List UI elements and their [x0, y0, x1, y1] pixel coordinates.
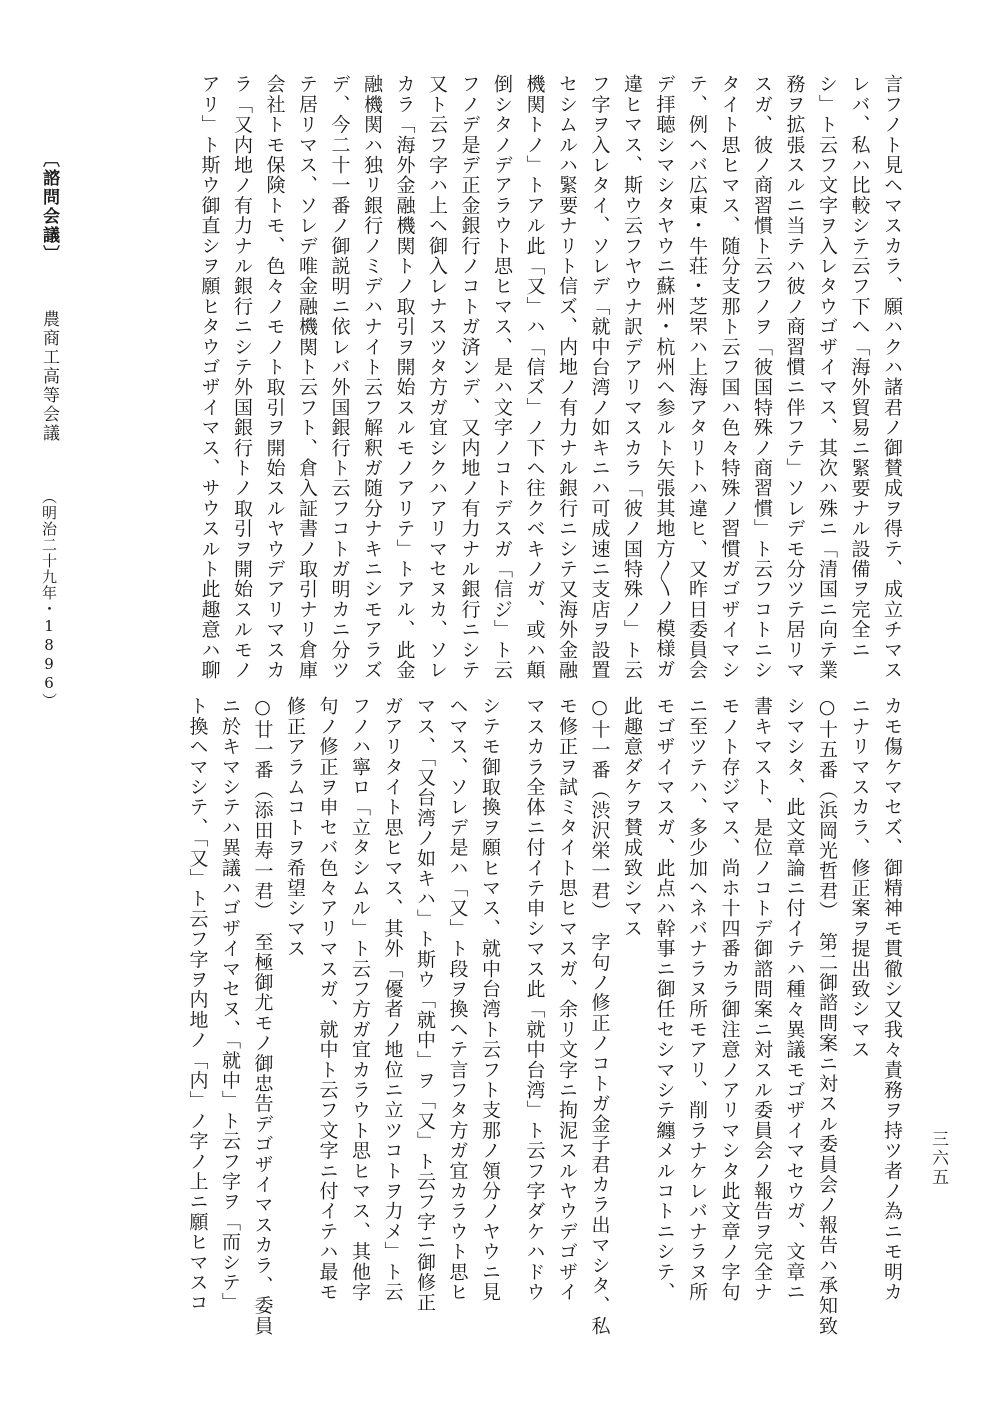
- text-column: マス、「又台湾ノ如キハ」ト斯ウ「就中」ヲ「又」ト云フ字ニ御修正: [414, 696, 436, 1313]
- text-column: デ拝聴シマシタヤウニ蘇州・杭州ヘ参ルト矢張其地方〳〵ノ模様ガ: [653, 74, 676, 679]
- text-column: 此趣意ダケヲ賛成致シマス: [621, 696, 643, 939]
- text-column: ガアリタイト思ヒマス、其外「優者ノ地位ニ立ツコトヲ力メ」ト云: [381, 696, 404, 1302]
- text-column: ラ「又内地ノ有力ナル銀行ニシテ外国銀行トノ取引ヲ開始スルモノ: [231, 74, 253, 680]
- text-column: デ、今二十一番ノ御説明ニ依レバ外国銀行ト云フコトガ明カニ分ツ: [328, 74, 351, 680]
- text-column: モノト存ジマス、尚ホ十四番カラ御注意ノアリマシタ此文章ノ字句: [718, 696, 741, 1302]
- bottom-text-block-right: [518, 696, 908, 1336]
- text-column: フ字ヲ入レタイ、ソレデ「就中台湾ノ如キニハ可成速ニ支店ヲ設置: [588, 74, 611, 680]
- text-column: 言フノト見ヘマスカラ、願ハクハ諸君ノ御賛成ヲ得テ、成立チマス: [881, 74, 903, 680]
- text-column: ヘマス、ソレデ是ハ「又」ト段ヲ換ヘテ言フタ方ガ宜カラウト思ヒ: [446, 696, 469, 1302]
- speaker-paragraph: ○十一番（渋沢栄一君） 字句ノ修正ノコトガ金子君カラ出マシタ、私: [588, 696, 611, 1336]
- text-column: 句ノ修正ヲ申セバ色々アリマスガ、就中ト云フ文字ニ付イテハ最モ: [316, 696, 339, 1302]
- text-column: ニ於キマシテハ異議ハゴザイマセヌ、「就中」ト云フ字ヲ「而シテ」: [219, 696, 241, 1313]
- text-column: シテモ御取換ヲ願ヒマス、就中台湾ト云フト支那ノ領分ノヤウニ見: [479, 696, 501, 1302]
- text-column: カモ傷ケマセズ、御精神モ貫徹シ又我々責務ヲ持ツ者ノ為ニモ明カ: [881, 696, 903, 1302]
- text-column: 書キマスト、是位ノコトデ御諮問案ニ対スル委員会ノ報告ヲ完全ナ: [751, 696, 773, 1302]
- text-column: テ居リマス、ソレデ唯金融機関ト云フト、倉入証書ノ取引ナリ倉庫: [296, 74, 318, 680]
- running-header: [38, 150, 60, 709]
- text-column: タイト思ヒマス、随分支那ト云フ国ハ色々特殊ノ習慣ガゴザイマシ: [718, 74, 741, 680]
- text-column: スガ、彼ノ商習慣ト云フノヲ「彼国特殊ノ商習慣」ト云フコトニシ: [751, 74, 773, 680]
- text-column: フノハ寧ロ「立タシムル」ト云フ方ガ宜カラウト思ヒマス、其他字: [349, 696, 371, 1302]
- text-column: 機関トノ」トアル此「又」ハ「信ズ」ノ下ヘ往クベキノガ、或ハ顛: [523, 74, 546, 680]
- text-column: カラ「海外金融機関トノ取引ヲ開始スルモノアリテ」トアル、此金: [393, 74, 416, 680]
- bottom-text-block-left: [181, 696, 506, 1336]
- text-column: テ、例ヘバ広東・牛荘・芝罘ハ上海アタリトハ違ヒ、又昨日委員会: [686, 74, 708, 680]
- text-column: シ」ト云フ文字ヲ入レタウゴザイマス、其次ハ殊ニ「清国ニ向テ業: [816, 74, 838, 680]
- text-column: アリ」ト斯ウ御直シヲ願ヒタウゴザイマス、サウスルト此趣意ハ聊: [198, 74, 221, 680]
- speaker-paragraph: ○十五番（浜岡光哲君） 第二御諮問案ニ対スル委員会ノ報告ハ承知致: [816, 696, 838, 1336]
- text-column: モ修正ヲ試ミタイト思ヒマスガ、余リ文字ニ拘泥スルヤウデゴザイ: [556, 696, 578, 1302]
- text-column: フノデ是デ正金銀行ノコトガ済ンデ、又内地ノ有力ナル銀行ニシテ: [458, 74, 481, 680]
- text-column: 違ヒマス、斯ウ云フヤウナ訳デアリマスカラ「彼ノ国特殊ノ」ト云: [621, 74, 643, 680]
- text-column: 会社トモ保険トモ、色々ノモノト取引ヲ開始スルヤウデアリマスカ: [263, 74, 286, 680]
- text-column: 修正アラムコトヲ希望シマス: [284, 696, 306, 959]
- text-column: マスカラ全体ニ付イテ申シマス此「就中台湾」ト云フ字ダケハドウ: [523, 696, 546, 1302]
- top-text-block: [193, 74, 908, 680]
- text-column: シマシタ、此文章論ニ付イテハ種々異議モゴザイマセウガ、文章ニ: [783, 696, 806, 1302]
- page-number: 三六五: [928, 1130, 948, 1187]
- text-column: 務ヲ拡張スルニ当テハ彼ノ商習慣ニ伴フテ」ソレデモ分ツテ居リマ: [783, 74, 806, 680]
- text-column: 又ト云フ字ハ上ヘ御入レナスツタ方ガ宜シクハアリマセヌカ、ソレ: [426, 74, 448, 680]
- text-column: ニ至ツテハ、多少加ヘネバナラヌ所モアリ、削ラナケレバナラヌ所: [686, 696, 708, 1302]
- text-column: レバ、私ハ比較シテ云フ下ヘ「海外貿易ニ緊要ナル設備ヲ完全ニ: [848, 74, 871, 660]
- text-column: モゴザイマスガ、此点ハ幹事ニ御任セシマシテ纏メルコトニシテ、: [653, 696, 676, 1302]
- text-column: セシムルハ緊要ナリト信ズ、内地ノ有力ナル銀行ニシテ又海外金融: [556, 74, 578, 680]
- section-label: 〔諮問会議〕: [39, 150, 59, 264]
- text-column: ニナリマスカラ、修正案ヲ提出致シマス: [848, 696, 871, 1060]
- speaker-paragraph: ○廿一番（添田寿一君） 至極御尤モノ御忠告デゴザイマスカラ、委員: [251, 696, 274, 1336]
- text-column: 倒シタノデアラウト思ヒマス、是ハ文字ノコトデスガ「信ジ」ト云: [491, 74, 513, 680]
- header-title: 農商工高等会議: [39, 310, 59, 443]
- text-column: ト換ヘマシテ、「又」ト云フ字ヲ内地ノ「内」ノ字ノ上ニ願ヒマスコ: [186, 696, 209, 1313]
- text-column: 融機関ハ独リ銀行ノミデハナイト云フ解釈ガ随分ナキニシモアラズ: [361, 74, 383, 680]
- header-year: （明治二十九年・1896）: [40, 489, 58, 709]
